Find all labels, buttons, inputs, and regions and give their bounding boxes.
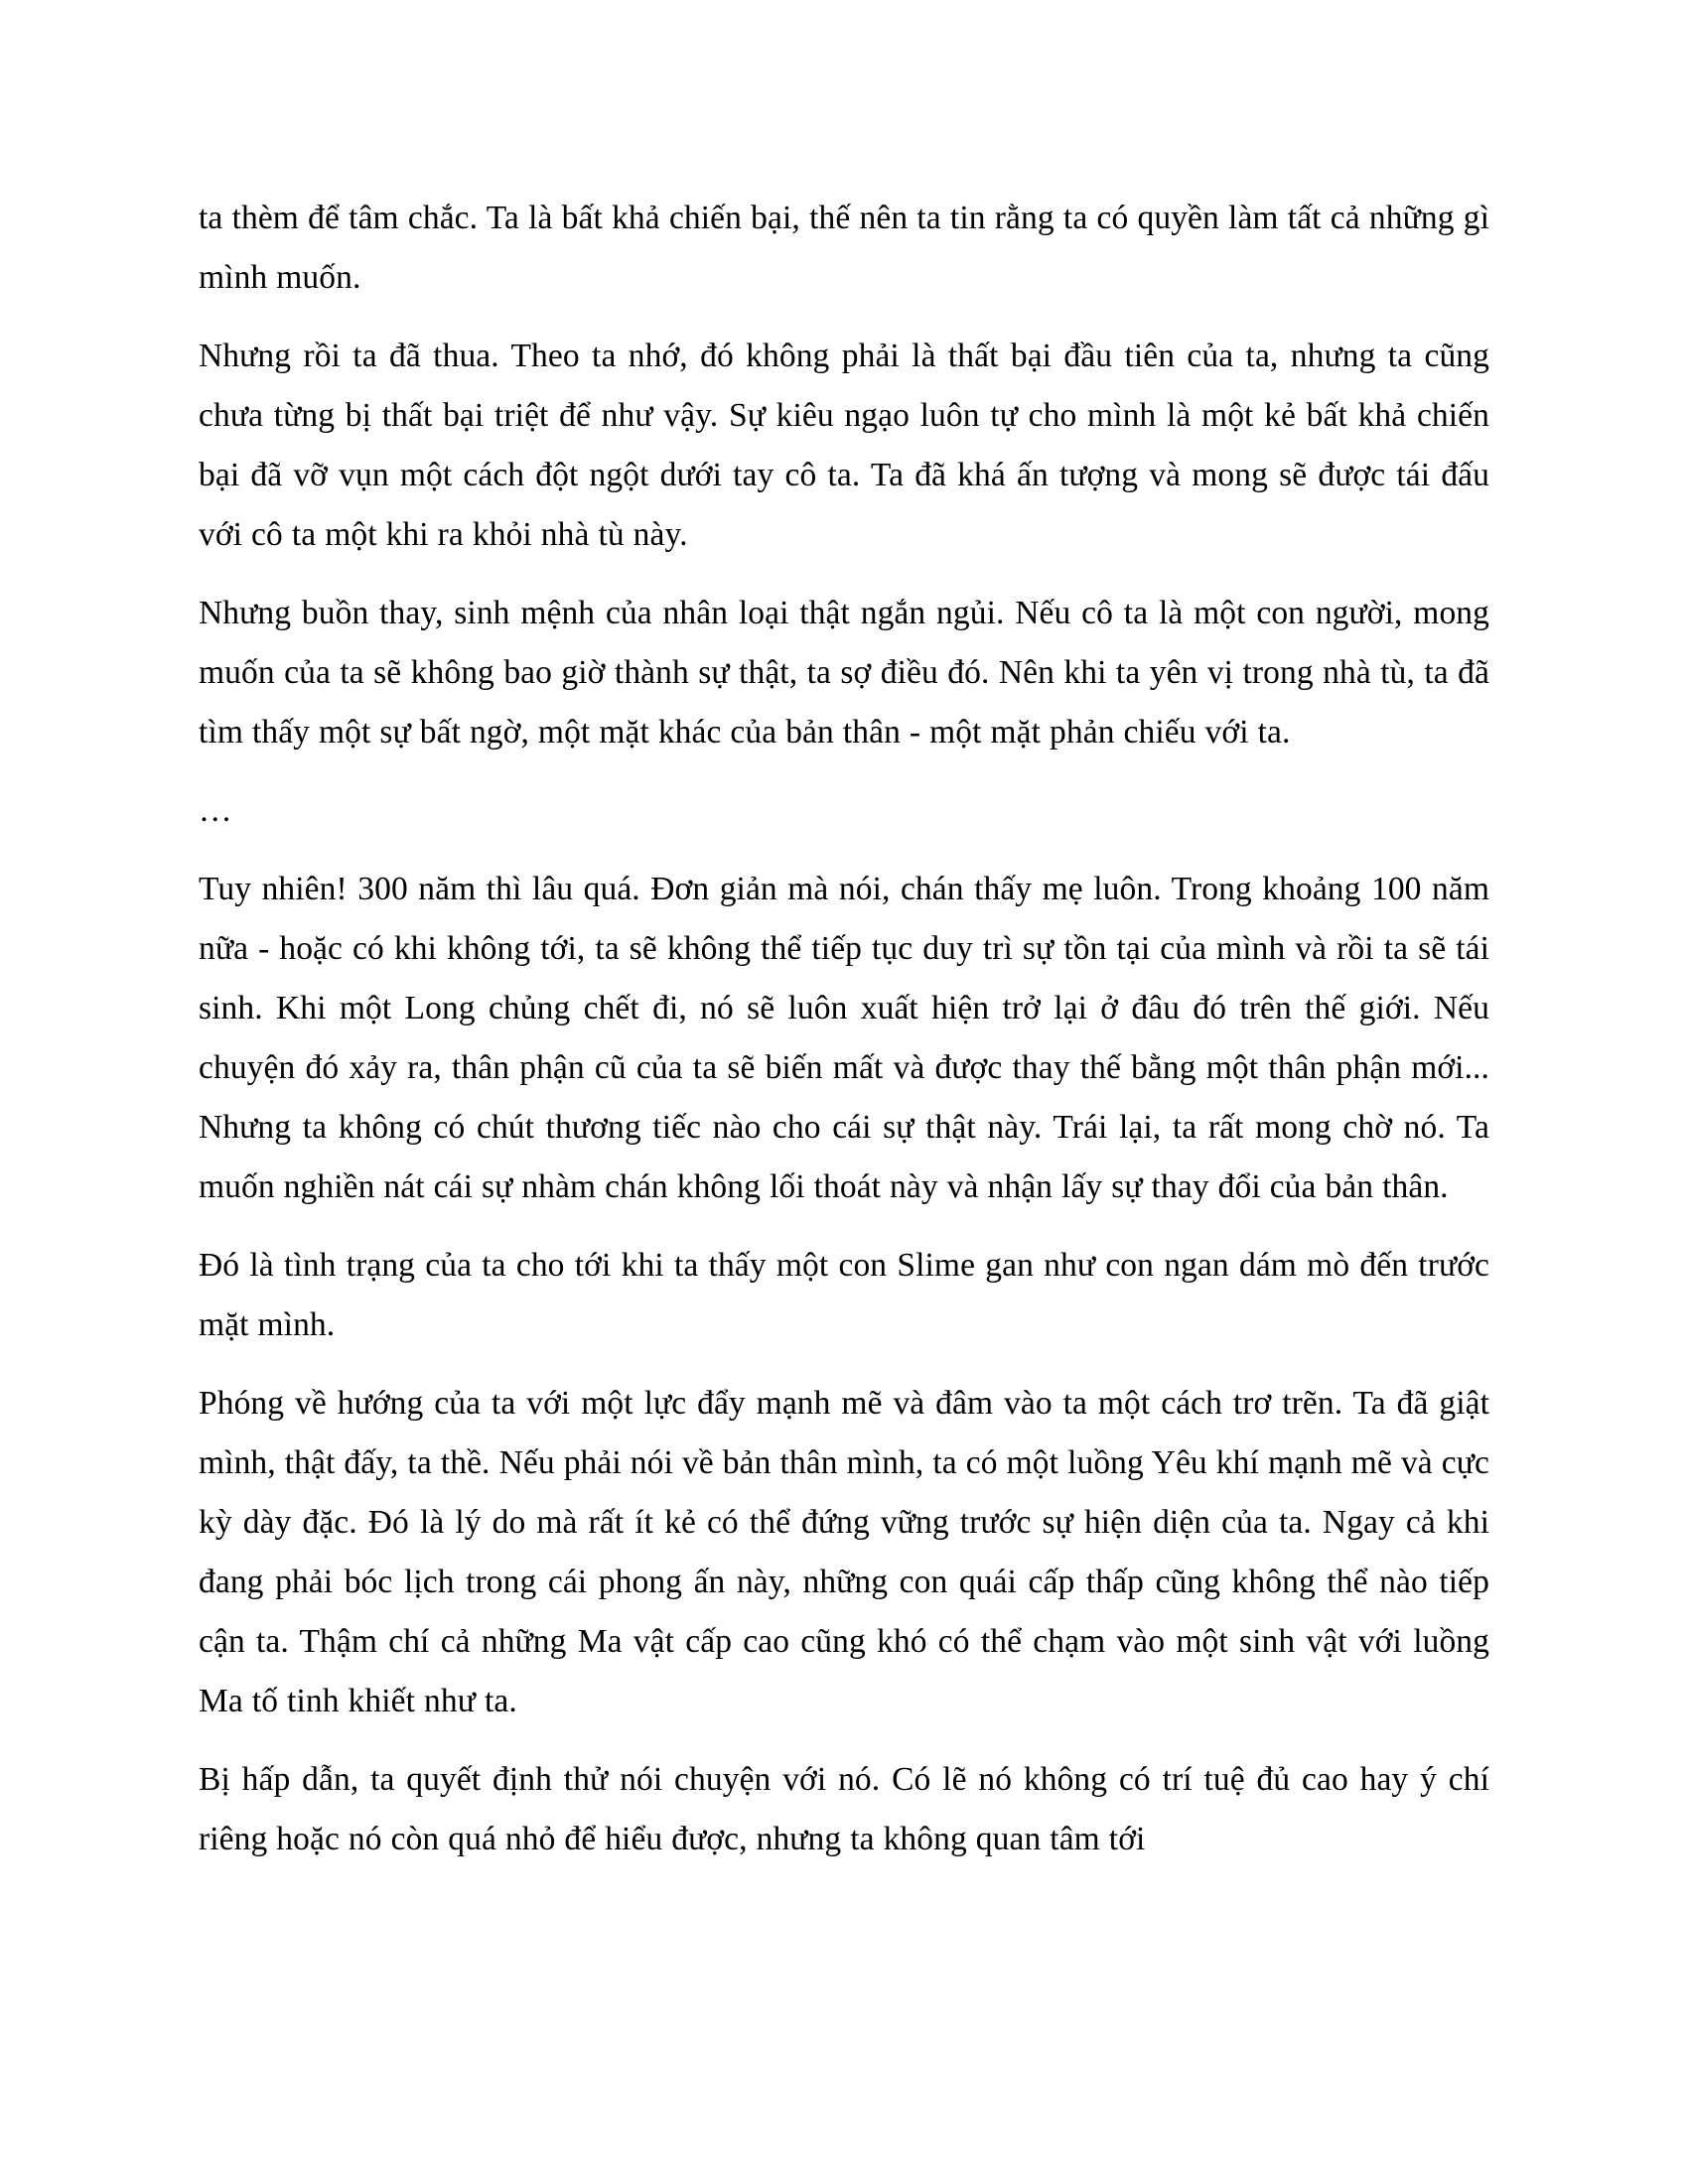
- paragraph: Tuy nhiên! 300 năm thì lâu quá. Đơn giản mà nói, chán thấy mẹ luôn. Trong khoảng 100 năm nữa - hoặc có khi không tới, ta sẽ không thể tiếp tục duy trì sự tồn tại của mình và rồi ta sẽ tái sinh. Khi một Long chủng chết đi, nó sẽ luôn xuất hiện trở lại ở đâu đó trên thế giới. Nếu chuyện đó xảy ra, thân phận cũ của ta sẽ biến mất và được thay thế bằng một thân phận mới... Nhưng ta không có chút thương tiếc nào cho cái sự thật này. Trái lại, ta rất mong chờ nó. Ta muốn nghiền nát cái sự nhàm chán không lối thoát này và nhận lấy sự thay đổi của bản thân.: [199, 871, 1489, 1205]
- text-column: [199, 189, 1489, 1888]
- paragraph: Phóng về hướng của ta với một lực đẩy mạnh mẽ và đâm vào ta một cách trơ trẽn. Ta đã giật mình, thật đấy, ta thề. Nếu phải nói về bản thân mình, ta có một luồng Yêu khí mạnh mẽ và cực kỳ dày đặc. Đó là lý do mà rất ít kẻ có thể đứng vững trước sự hiện diện của ta. Ngay cả khi đang phải bóc lịch trong cái phong ấn này, những con quái cấp thấp cũng không thể nào tiếp cận ta. Thậm chí cả những Ma vật cấp cao cũng khó có thể chạm vào một sinh vật với luồng Ma tố tinh khiết như ta.: [199, 1385, 1489, 1719]
- paragraph: Đó là tình trạng của ta cho tới khi ta thấy một con Slime gan như con ngan dám mò đến trước mặt mình.: [199, 1247, 1489, 1343]
- paragraph: ta thèm để tâm chắc. Ta là bất khả chiến bại, thế nên ta tin rằng ta có quyền làm tất cả những gì mình muốn.: [199, 200, 1489, 296]
- paragraph: Nhưng buồn thay, sinh mệnh của nhân loại thật ngắn ngủi. Nếu cô ta là một con người, mong muốn của ta sẽ không bao giờ thành sự thật, ta sợ điều đó. Nên khi ta yên vị trong nhà tù, ta đã tìm thấy một sự bất ngờ, một mặt khác của bản thân - một mặt phản chiếu với ta.: [199, 595, 1489, 751]
- paragraph: Nhưng rồi ta đã thua. Theo ta nhớ, đó không phải là thất bại đầu tiên của ta, nhưng ta cũng chưa từng bị thất bại triệt để như vậy. Sự kiêu ngạo luôn tự cho mình là một kẻ bất khả chiến bại đã vỡ vụn một cách đột ngột dưới tay cô ta. Ta đã khá ấn tượng và mong sẽ được tái đấu với cô ta một khi ra khỏi nhà tù này.: [199, 338, 1489, 553]
- paragraph: Bị hấp dẫn, ta quyết định thử nói chuyện với nó. Có lẽ nó không có trí tuệ đủ cao hay ý chí riêng hoặc nó còn quá nhỏ để hiểu được, nhưng ta không quan tâm tới: [199, 1761, 1489, 1857]
- paragraph-ellipsis: …: [199, 792, 232, 829]
